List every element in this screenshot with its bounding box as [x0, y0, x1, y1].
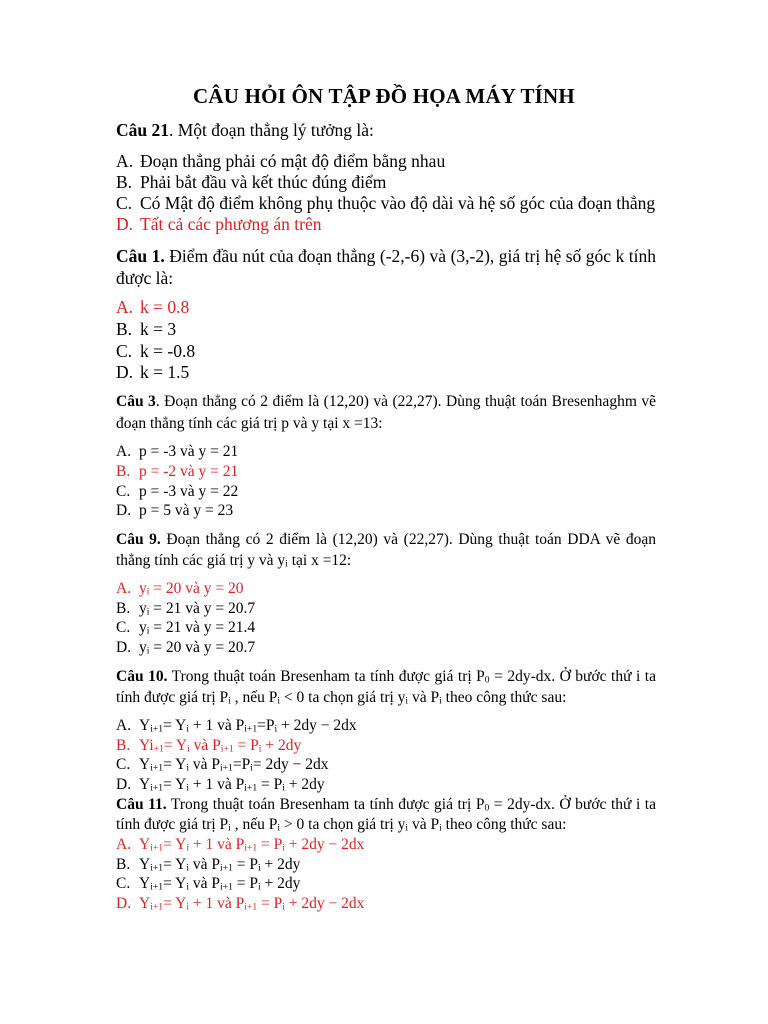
q9-option-c: C. $y_i = 21$ và y = 21.4	[116, 619, 256, 637]
page-title: CÂU HỎI ÔN TẬP ĐỒ HỌA MÁY TÍNH	[193, 84, 575, 108]
q11-option-d: D. $Y_{i+1}= Y_i + 1$ và $P_{i+1} = P_i + 2dy - 2dx$	[116, 895, 365, 913]
q3-option-d: D. p = 5 và y = 23	[116, 502, 234, 519]
question-text: Đoạn thẳng có 2 điểm là (12,20) và (22,27). Dùng thuật toán DDA vẽ đoạn	[160, 531, 656, 548]
q21-option-c: C. Có Mật độ điểm không phụ thuộc vào độ dài và hệ số góc của đoạn thẳng	[116, 193, 656, 213]
question-label: Câu 21	[116, 120, 169, 140]
q1-option-d: D. k = 1.5	[116, 362, 190, 382]
question-1	[116, 245, 656, 289]
question-label: Câu 11.	[116, 796, 167, 813]
question-text: . Một đoạn thẳng lý tưởng là:	[169, 120, 374, 140]
question-10-line-1: Câu 10. Trong thuật toán Bresenham ta tính được giá trị $P_0 = 2dy-dx$. Ở bước thứ i ta	[116, 668, 656, 686]
question-3-line-2: đoạn thẳng tính các giá trị p và y tại x =13:	[116, 415, 383, 432]
question-10-line-2: tính được giá trị $P_i$ , nếu $P_i < 0$ ta chọn giá trị $y_i$ và $P_i$ theo công thức sau:	[116, 689, 567, 707]
q10-option-b: B. $Yi_{+1}= Y_i$ và $P_{i+1} = P_i + 2dy$	[116, 737, 302, 755]
q3-option-c: C. p = -3 và y = 22	[116, 483, 239, 500]
q21-option-a: A. Đoạn thẳng phải có mật độ điểm bằng nhau	[116, 151, 446, 171]
q10-option-a: A. $Y_{i+1}= Y_i + 1$ và $P_{i+1}=P_i + 2dy - 2dx$	[116, 717, 357, 735]
q11-option-a: A. $Y_{i+1}= Y_i + 1$ và $P_{i+1} = P_i + 2dy - 2dx$	[116, 836, 365, 854]
question-3-line-1	[116, 390, 656, 414]
q3-option-b: B. p = -2 và y = 21	[116, 463, 239, 480]
question-text: Điểm đầu nút của đoạn thẳng (-2,-6) và (3,-2), giá trị hệ số góc k tính được là:	[116, 246, 656, 288]
q11-option-c: C. $Y_{i+1}= Y_i$ và $P_{i+1} = P_i + 2dy$	[116, 875, 301, 893]
question-11-line-2: tính được giá trị $P_i$ , nếu $P_i > 0$ ta chọn giá trị $y_i$ và $P_i$ theo công thức sau:	[116, 816, 567, 834]
q21-option-d: D. Tất cả các phương án trên	[116, 214, 322, 234]
question-text: . Đoạn thẳng có 2 điểm là (12,20) và (22,27). Dùng thuật toán Bresenhaghm vẽ	[155, 393, 656, 410]
q3-option-a: A. p = -3 và y = 21	[116, 443, 239, 460]
question-label: Câu 3	[116, 393, 156, 410]
q9-option-b: B. $y_i = 21$ và y = 20.7	[116, 600, 256, 618]
question-11-line-1: Câu 11. Trong thuật toán Bresenham ta tính được giá trị $P_0 = 2dy-dx$. Ở bước thứ i ta	[116, 796, 656, 814]
q10-option-d: D. $Y_{i+1}= Y_i + 1$ và $P_{i+1} = P_i + 2dy$	[116, 776, 325, 794]
question-label: Câu 9.	[116, 531, 161, 548]
q21-option-b: B. Phải bắt đầu và kết thúc đúng điểm	[116, 172, 387, 192]
question-9-line-2: thẳng tính các giá trị y và $y_i$ tại x =12:	[116, 552, 352, 570]
q1-option-b: B. k = 3	[116, 319, 177, 339]
q1-option-c: C. k = -0.8	[116, 341, 196, 361]
question-label: Câu 1.	[116, 246, 165, 266]
question-label: Câu 10.	[116, 668, 168, 685]
q1-option-a: A. k = 0.8	[116, 297, 190, 317]
q9-option-a: A. $y_i = 20$ và y = 20	[116, 580, 244, 598]
q10-option-c: C. $Y_{i+1}= Y_i$ và $P_{i+1}=P_i= 2dy - 2dx$	[116, 756, 329, 774]
q11-option-b: B. $Y_{i+1}= Y_i$ và $P_{i+1} = P_i + 2dy$	[116, 856, 301, 874]
question-21	[116, 119, 656, 141]
q9-option-d: D. $y_i = 20$ và y = 20.7	[116, 639, 256, 657]
